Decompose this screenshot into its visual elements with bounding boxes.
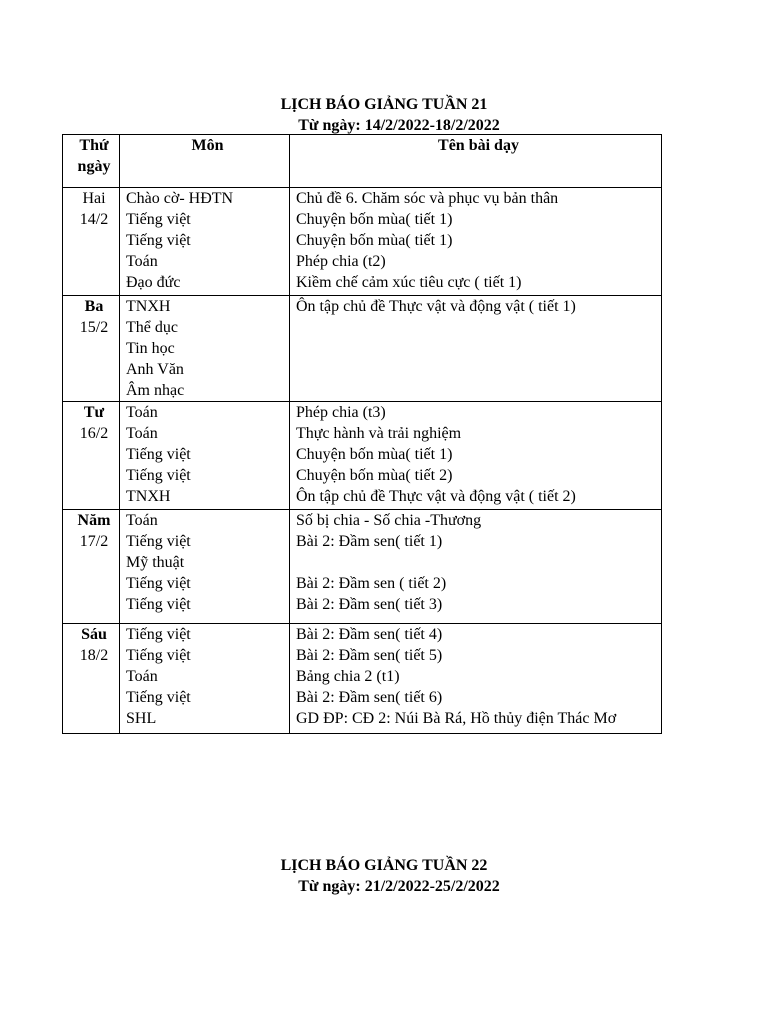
lesson-item: Ôn tập chủ đề Thực vật và động vật ( tiết 1) xyxy=(296,298,576,315)
lesson-cell xyxy=(290,188,662,296)
subject-item: Âm nhạc xyxy=(126,382,185,399)
lesson-item: Thực hành và trải nghiệm xyxy=(296,425,462,442)
lesson-item: Phép chia (t2) xyxy=(296,253,386,270)
header-lesson: Tên bài dạy xyxy=(290,135,662,188)
header-subject: Môn xyxy=(120,135,290,188)
table-row xyxy=(63,402,662,510)
subject-item: Tiếng việt xyxy=(126,446,191,463)
lesson-item: Bài 2: Đầm sen( tiết 6) xyxy=(296,689,443,706)
day-name: Sáu xyxy=(81,626,107,643)
table-header-row xyxy=(63,135,662,188)
week21-heading xyxy=(0,94,768,136)
lesson-cell xyxy=(290,624,662,734)
day-name: Ba xyxy=(84,298,104,315)
subject-cell xyxy=(120,188,290,296)
lesson-item: Bài 2: Đầm sen( tiết 4) xyxy=(296,626,443,643)
day-name: Tư xyxy=(83,404,105,421)
lesson-item xyxy=(296,552,661,573)
day-date: 14/2 xyxy=(79,211,109,228)
subject-item: Tiếng việt xyxy=(126,533,191,550)
subject-item: Tiếng việt xyxy=(126,575,191,592)
day-name: Năm xyxy=(77,512,111,529)
table-row xyxy=(63,510,662,624)
lesson-item: GD ĐP: CĐ 2: Núi Bà Rá, Hồ thủy điện Thác Mơ xyxy=(296,710,617,727)
subject-item: SHL xyxy=(126,710,157,727)
subject-item: Tiếng việt xyxy=(126,596,191,613)
week21-title: LỊCH BÁO GIẢNG TUẦN 21 xyxy=(280,96,488,113)
day-cell xyxy=(63,188,120,296)
subject-cell xyxy=(120,296,290,402)
day-cell xyxy=(63,510,120,624)
table-row xyxy=(63,624,662,734)
week22-title: LỊCH BÁO GIẢNG TUẦN 22 xyxy=(280,857,488,874)
day-name: Hai xyxy=(82,190,106,207)
lesson-item: Bài 2: Đầm sen( tiết 5) xyxy=(296,647,443,664)
lesson-item: Chủ đề 6. Chăm sóc và phục vụ bản thân xyxy=(296,190,559,207)
table-row xyxy=(63,188,662,296)
lesson-cell xyxy=(290,296,662,402)
week22-date-range: Từ ngày: 21/2/2022-25/2/2022 xyxy=(298,878,500,895)
subject-item: Toán xyxy=(126,253,158,270)
day-cell xyxy=(63,402,120,510)
day-cell xyxy=(63,624,120,734)
lesson-cell xyxy=(290,402,662,510)
lesson-item: Bài 2: Đầm sen( tiết 1) xyxy=(296,533,443,550)
lesson-item: Phép chia (t3) xyxy=(296,404,386,421)
subject-item: Tiếng việt xyxy=(126,467,191,484)
subject-item: Tiếng việt xyxy=(126,626,191,643)
subject-item: TNXH xyxy=(126,488,171,505)
day-date: 17/2 xyxy=(79,533,109,550)
subject-item: Tiếng việt xyxy=(126,232,191,249)
subject-item: Tiếng việt xyxy=(126,647,191,664)
subject-item: Mỹ thuật xyxy=(126,554,185,571)
day-cell xyxy=(63,296,120,402)
subject-item: Anh Văn xyxy=(126,361,184,378)
week22-heading xyxy=(0,855,768,897)
lesson-item: Chuyện bốn mùa( tiết 1) xyxy=(296,446,453,463)
subject-item: Tiếng việt xyxy=(126,211,191,228)
week21-schedule-table xyxy=(62,134,662,734)
subject-item: Toán xyxy=(126,668,158,685)
subject-cell xyxy=(120,402,290,510)
lesson-item: Bảng chia 2 (t1) xyxy=(296,668,400,685)
table-row xyxy=(63,296,662,402)
lesson-item: Số bị chia - Số chia -Thương xyxy=(296,512,482,529)
subject-item: TNXH xyxy=(126,298,171,315)
day-date: 18/2 xyxy=(79,647,109,664)
lesson-item: Bài 2: Đầm sen ( tiết 2) xyxy=(296,575,447,592)
subject-item: Toán xyxy=(126,512,158,529)
lesson-item: Kiềm chế cảm xúc tiêu cực ( tiết 1) xyxy=(296,274,522,291)
subject-item: Đạo đức xyxy=(126,274,181,291)
day-date: 15/2 xyxy=(79,319,109,336)
subject-cell xyxy=(120,510,290,624)
day-date: 16/2 xyxy=(79,425,109,442)
lesson-item: Ôn tập chủ đề Thực vật và động vật ( tiết 2) xyxy=(296,488,576,505)
subject-item: Thể dục xyxy=(126,319,178,336)
subject-item: Tin học xyxy=(126,340,175,357)
subject-item: Toán xyxy=(126,425,158,442)
lesson-item: Chuyện bốn mùa( tiết 1) xyxy=(296,211,453,228)
subject-item: Tiếng việt xyxy=(126,689,191,706)
week21-date-range: Từ ngày: 14/2/2022-18/2/2022 xyxy=(298,117,500,134)
lesson-item: Bài 2: Đầm sen( tiết 3) xyxy=(296,596,443,613)
lesson-item: Chuyện bốn mùa( tiết 2) xyxy=(296,467,453,484)
subject-cell xyxy=(120,624,290,734)
header-day-line2: ngày xyxy=(77,158,111,175)
subject-item: Chào cờ- HĐTN xyxy=(126,190,234,207)
lesson-item: Chuyện bốn mùa( tiết 1) xyxy=(296,232,453,249)
lesson-cell xyxy=(290,510,662,624)
header-day-line1: Thứ xyxy=(79,137,109,154)
header-day xyxy=(63,135,120,188)
subject-item: Toán xyxy=(126,404,158,421)
